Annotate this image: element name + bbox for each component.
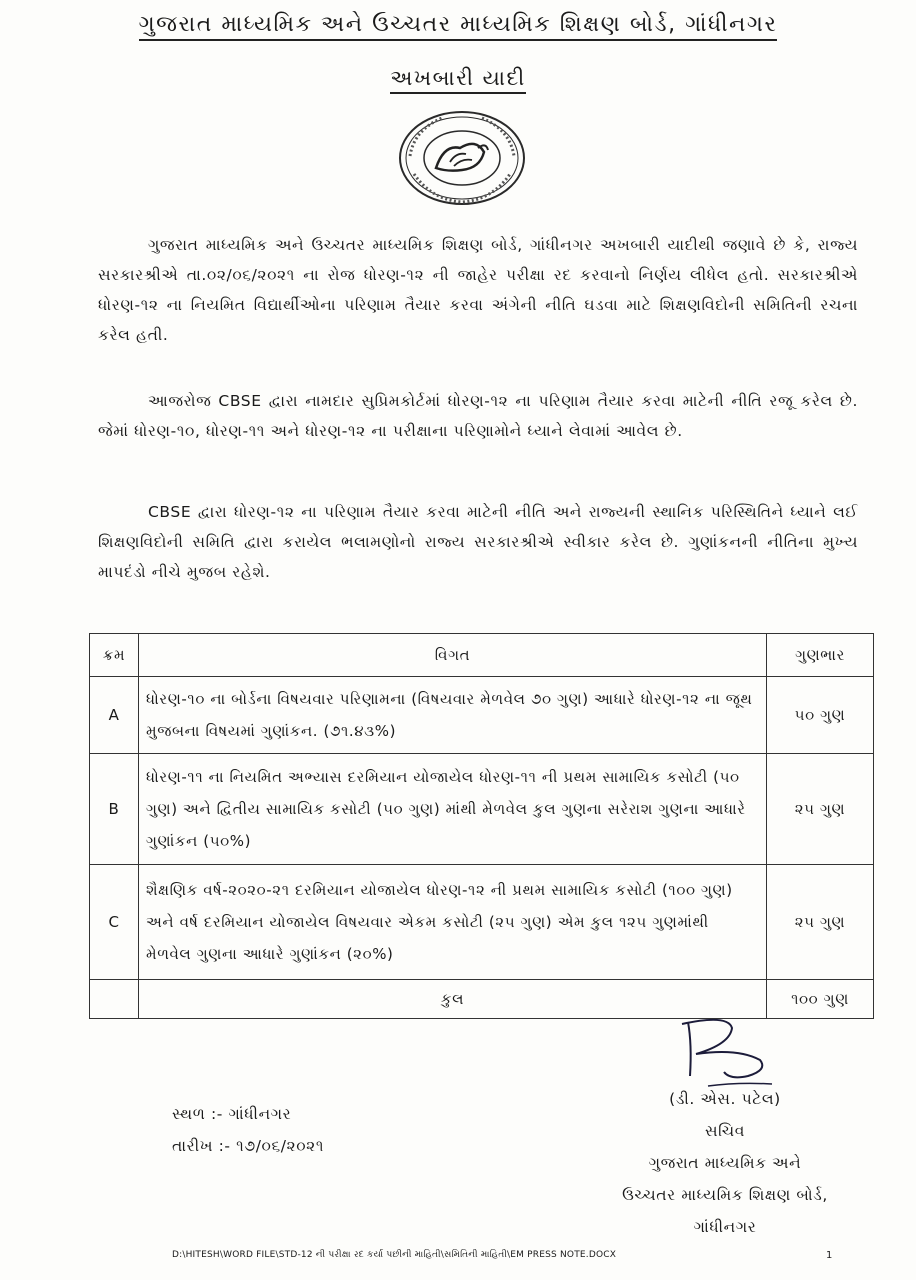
signatory-org-line-2: ઉચ્ચતર માધ્યમિક શિક્ષણ બોર્ડ, (622, 1186, 828, 1204)
table-row (90, 677, 874, 754)
signatory-designation: સચિવ (705, 1122, 745, 1140)
cbse-policy-paragraph: આજરોજ CBSE દ્વારા નામદાર સુપ્રિમકોર્ટમાં ધોરણ-૧૨ ના પરિણામ તૈયાર કરવા માટેની નીતિ રજૂ કરેલ છે. જેમાં ધોરણ-૧૦, ધોરણ-૧૧ અને ધોરણ-૧૨ ના પરીક્ષાના પરિણામોને ધ્યાને લેવામાં આવેલ છે. (98, 392, 858, 440)
header-serial: ક્રમ (90, 634, 139, 677)
total-label: કુલ (139, 980, 767, 1019)
total-weightage: ૧૦૦ ગુણ (767, 980, 874, 1019)
row-weightage: ૨૫ ગુણ (767, 865, 874, 980)
row-detail: ધોરણ-૧૦ ના બોર્ડના વિષયવાર પરિણામના (વિષયવાર મેળવેલ ૭૦ ગુણ) આધારે ધોરણ-૧૨ ના જૂથ મુજબના વિષયમાં ગુણાંકન. (૭૧.૪૩%) (139, 677, 767, 754)
row-detail: શૈક્ષણિક વર્ષ-૨૦૨૦-૨૧ દરમિયાન યોજાયેલ ધોરણ-૧૨ ની પ્રથમ સામાયિક કસોટી (૧૦૦ ગુણ) અને વર્ષ દરમિયાન યોજાયેલ વિષયવાર એકમ કસોટી (૨૫ ગુણ) એમ કુલ ૧૨૫ ગુણમાંથી મેળવેલ ગુણના આધારે ગુણાંકન (૨૦%) (139, 865, 767, 980)
table-total-row (90, 980, 874, 1019)
table-row (90, 865, 874, 980)
row-serial: A (90, 677, 139, 754)
criteria-paragraph: CBSE દ્વારા ધોરણ-૧૨ ના પરિણામ તૈયાર કરવા માટેની નીતિ અને રાજ્યની સ્થાનિક પરિસ્થિતિને ધ્યાને લઈ શિક્ષણવિદોની સમિતિ દ્વારા કરાયેલ ભલામણોનો રાજ્ય સરકારશ્રીએ સ્વીકાર કરેલ છે. ગુણાંકનની નીતિના મુખ્ય માપદંડો નીચે મુજબ રહેશે. (98, 503, 858, 581)
intro-paragraph: ગુજરાત માધ્યમિક અને ઉચ્ચતર માધ્યમિક શિક્ષણ બોર્ડ, ગાંધીનગર અખબારી યાદીથી જણાવે છે કે, રાજ્ય સરકારશ્રીએ તા.૦૨/૦૬/૨૦૨૧ ના રોજ ધોરણ-૧૨ ની જાહેર પરીક્ષા રદ કરવાનો નિર્ણય લીધેલ હતો. સરકારશ્રીએ ધોરણ-૧૨ ના નિયમિત વિદ્યાર્થીઓના પરિણામ તૈયાર કરવા અંગેની નીતિ ઘડવા માટે શિક્ષણવિદોની સમિતિની રચના કરેલ હતી. (98, 236, 858, 344)
signatory-name: (ડી. એસ. પટેલ) (669, 1090, 781, 1108)
row-serial: C (90, 865, 139, 980)
signatory-block (600, 1083, 850, 1243)
table-row (90, 754, 874, 865)
row-serial: B (90, 754, 139, 865)
header-weightage: ગુણભાર (767, 634, 874, 677)
total-empty-cell (90, 980, 139, 1019)
press-note-title: અખબારી યાદી (0, 66, 916, 91)
signature-mark (668, 1014, 788, 1094)
board-seal-logo (392, 108, 532, 208)
signatory-org-line-3: ગાંધીનગર (693, 1218, 757, 1236)
signatory-org-line-1: ગુજરાત માધ્યમિક અને (648, 1154, 802, 1172)
marking-criteria-table (89, 633, 874, 1019)
row-weightage: ૨૫ ગુણ (767, 754, 874, 865)
page-number: 1 (826, 1250, 833, 1261)
row-weightage: ૫૦ ગુણ (767, 677, 874, 754)
board-title: ગુજરાત માધ્યમિક અને ઉચ્ચતર માધ્યમિક શિક્ષણ બોર્ડ, ગાંધીનગર (0, 12, 916, 37)
table-header-row (90, 634, 874, 677)
row-detail: ધોરણ-૧૧ ના નિયમિત અભ્યાસ દરમિયાન યોજાયેલ ધોરણ-૧૧ ની પ્રથમ સામાયિક કસોટી (૫૦ ગુણ) અને દ્વિતીય સામાયિક કસોટી (૫૦ ગુણ) માંથી મેળવેલ કુલ ગુણના સરેરાશ ગુણના આધારે ગુણાંકન (૫૦%) (139, 754, 767, 865)
place-line: સ્થળ :- ગાંધીનગર (172, 1105, 292, 1123)
date-line: તારીખ :- ૧૭/૦૬/૨૦૨૧ (172, 1137, 325, 1155)
place-date-block (172, 1098, 324, 1162)
footer-file-path: D:\HITESH\WORD FILE\STD-12 ની પરીક્ષા રદ કર્યા પછીની માહિતી\સમિતિની માહિતી\EM PRESS NOTE.DOCX (172, 1250, 617, 1260)
header-detail: વિગત (139, 634, 767, 677)
